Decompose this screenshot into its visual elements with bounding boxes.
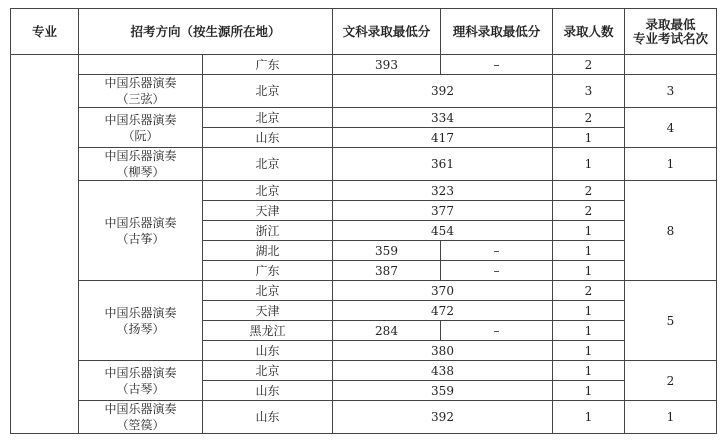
min-score-cell: 323 bbox=[333, 181, 553, 201]
province-cell: 北京 bbox=[203, 361, 333, 381]
wenke-score-cell: 393 bbox=[333, 55, 441, 75]
min-rank-cell: 2 bbox=[625, 361, 717, 401]
admitted-count-cell: 1 bbox=[553, 261, 625, 281]
direction-instrument: （扬琴） bbox=[116, 321, 165, 336]
admitted-count-cell: 1 bbox=[553, 221, 625, 241]
direction-name: 中国乐器演奏 bbox=[104, 305, 177, 320]
province-cell: 广东 bbox=[203, 55, 333, 75]
direction-instrument: （古筝） bbox=[116, 231, 165, 246]
direction-name: 中国乐器演奏 bbox=[104, 76, 177, 90]
direction-cell bbox=[79, 55, 203, 75]
direction-cell bbox=[79, 181, 203, 281]
like-score-cell: – bbox=[441, 261, 553, 281]
admitted-count-cell: 1 bbox=[553, 401, 625, 434]
header-min-rank-line2: 专业考试名次 bbox=[632, 30, 708, 46]
province-cell: 山东 bbox=[203, 128, 333, 148]
table-row bbox=[11, 181, 717, 201]
province-cell: 山东 bbox=[203, 401, 333, 434]
direction-instrument: （古琴） bbox=[116, 381, 165, 396]
table-row bbox=[11, 108, 717, 128]
header-like-min-score: 理科录取最低分 bbox=[441, 9, 553, 55]
direction-cell bbox=[79, 361, 203, 401]
header-row bbox=[11, 9, 717, 55]
province-cell: 北京 bbox=[203, 108, 333, 128]
direction-name: 中国乐器演奏 bbox=[104, 365, 177, 380]
min-rank-cell: 1 bbox=[625, 401, 717, 434]
min-rank-cell: 4 bbox=[625, 108, 717, 148]
min-score-cell: 454 bbox=[333, 221, 553, 241]
min-score-cell: 472 bbox=[333, 301, 553, 321]
table-body bbox=[11, 55, 717, 434]
admission-table bbox=[10, 8, 717, 434]
min-score-cell: 417 bbox=[333, 128, 553, 148]
header-admitted-count: 录取人数 bbox=[553, 9, 625, 55]
min-score-cell: 361 bbox=[333, 148, 553, 181]
direction-instrument: （箜篌） bbox=[116, 418, 165, 432]
province-cell: 湖北 bbox=[203, 241, 333, 261]
province-cell: 北京 bbox=[203, 281, 333, 301]
header-min-rank-line1: 录取最低 bbox=[645, 16, 696, 32]
direction-name: 中国乐器演奏 bbox=[104, 215, 177, 230]
province-cell: 天津 bbox=[203, 201, 333, 221]
direction-name: 中国乐器演奏 bbox=[104, 149, 177, 163]
header-major: 专业 bbox=[11, 9, 79, 55]
min-score-cell: 359 bbox=[333, 381, 553, 401]
min-score-cell: 392 bbox=[333, 75, 553, 108]
admitted-count-cell: 2 bbox=[553, 201, 625, 221]
table-row bbox=[11, 148, 717, 181]
direction-name: 中国乐器演奏 bbox=[104, 402, 177, 416]
min-rank-cell: 8 bbox=[625, 181, 717, 281]
direction-name: 中国乐器演奏 bbox=[104, 112, 177, 127]
min-rank-cell bbox=[625, 55, 717, 75]
direction-instrument: （阮） bbox=[122, 128, 159, 143]
wenke-score-cell: 387 bbox=[333, 261, 441, 281]
table-row bbox=[11, 361, 717, 381]
min-score-cell: 377 bbox=[333, 201, 553, 221]
table-header bbox=[11, 9, 717, 55]
table-row bbox=[11, 401, 717, 434]
province-cell: 天津 bbox=[203, 301, 333, 321]
direction-instrument: （三弦） bbox=[116, 92, 165, 106]
admitted-count-cell: 1 bbox=[553, 128, 625, 148]
province-cell: 北京 bbox=[203, 75, 333, 108]
province-cell: 山东 bbox=[203, 381, 333, 401]
admitted-count-cell: 2 bbox=[553, 55, 625, 75]
province-cell: 广东 bbox=[203, 261, 333, 281]
table-row bbox=[11, 281, 717, 301]
like-score-cell: – bbox=[441, 241, 553, 261]
admitted-count-cell: 3 bbox=[553, 75, 625, 108]
admitted-count-cell: 1 bbox=[553, 381, 625, 401]
admitted-count-cell: 2 bbox=[553, 108, 625, 128]
table-row bbox=[11, 55, 717, 75]
province-cell: 黑龙江 bbox=[203, 321, 333, 341]
header-direction: 招考方向（按生源所在地） bbox=[79, 9, 333, 55]
like-score-cell: – bbox=[441, 321, 553, 341]
direction-cell bbox=[79, 108, 203, 148]
header-wenke-min-score: 文科录取最低分 bbox=[333, 9, 441, 55]
admitted-count-cell: 1 bbox=[553, 301, 625, 321]
admitted-count-cell: 1 bbox=[553, 341, 625, 361]
admitted-count-cell: 1 bbox=[553, 361, 625, 381]
min-score-cell: 334 bbox=[333, 108, 553, 128]
direction-cell bbox=[79, 75, 203, 108]
min-rank-cell: 5 bbox=[625, 281, 717, 361]
min-rank-cell: 1 bbox=[625, 148, 717, 181]
like-score-cell: – bbox=[441, 55, 553, 75]
wenke-score-cell: 359 bbox=[333, 241, 441, 261]
admitted-count-cell: 1 bbox=[553, 321, 625, 341]
table-row bbox=[11, 75, 717, 108]
province-cell: 北京 bbox=[203, 181, 333, 201]
min-score-cell: 370 bbox=[333, 281, 553, 301]
min-score-cell: 392 bbox=[333, 401, 553, 434]
direction-instrument: （柳琴） bbox=[116, 165, 165, 179]
wenke-score-cell: 284 bbox=[333, 321, 441, 341]
direction-cell bbox=[79, 401, 203, 434]
min-score-cell: 380 bbox=[333, 341, 553, 361]
admitted-count-cell: 1 bbox=[553, 241, 625, 261]
direction-cell bbox=[79, 148, 203, 181]
min-score-cell: 438 bbox=[333, 361, 553, 381]
admitted-count-cell: 1 bbox=[553, 148, 625, 181]
min-rank-cell: 3 bbox=[625, 75, 717, 108]
direction-cell bbox=[79, 281, 203, 361]
major-cell bbox=[11, 55, 79, 434]
header-min-rank bbox=[625, 9, 717, 55]
province-cell: 浙江 bbox=[203, 221, 333, 241]
province-cell: 山东 bbox=[203, 341, 333, 361]
province-cell: 北京 bbox=[203, 148, 333, 181]
admitted-count-cell: 2 bbox=[553, 281, 625, 301]
admitted-count-cell: 2 bbox=[553, 181, 625, 201]
